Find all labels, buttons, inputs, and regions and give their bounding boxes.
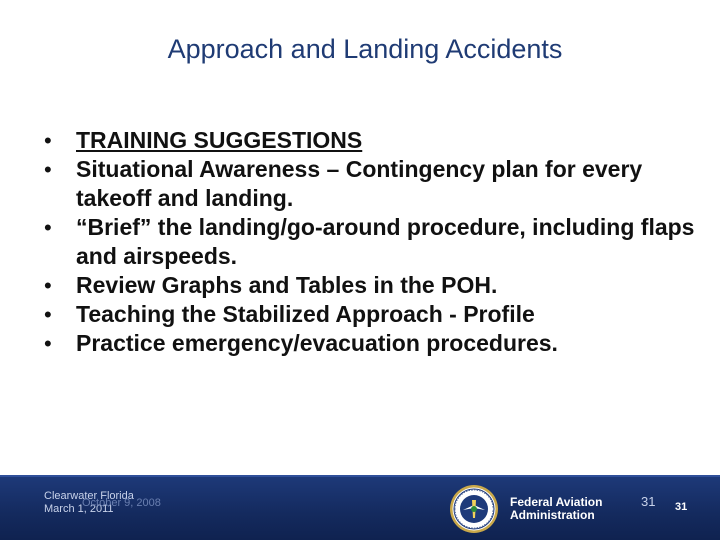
page-number: 31 — [675, 501, 688, 513]
faa-name — [510, 496, 602, 522]
bullet-text: TRAINING SUGGESTIONS — [76, 127, 363, 153]
footer-ghost-date: October 9, 2008 — [82, 497, 161, 509]
bullet-text: “Brief” the landing/go-around procedure, including flaps and airspeeds. — [76, 214, 695, 269]
bullet-item — [44, 213, 704, 271]
footer-date: March 1, 2011 — [44, 503, 114, 515]
bullet-text: Teaching the Stabilized Approach - Profile — [76, 301, 535, 327]
footer-divider — [0, 475, 720, 477]
bullet-dot: • — [44, 157, 52, 182]
bullet-dot: • — [44, 273, 52, 298]
bullet-dot: • — [44, 215, 52, 240]
bullet-text: Review Graphs and Tables in the POH. — [76, 272, 498, 298]
slide-title: Approach and Landing Accidents — [167, 34, 563, 64]
faa-name-line2: Administration — [510, 508, 595, 522]
faa-seal-icon — [449, 484, 499, 534]
bullet-item — [44, 126, 704, 155]
bullet-item — [44, 271, 704, 300]
bullet-item — [44, 155, 704, 213]
bullet-item — [44, 300, 704, 329]
bullet-dot: • — [44, 302, 52, 327]
faa-name-line1: Federal Aviation — [510, 495, 603, 509]
bullet-list — [44, 126, 704, 358]
bullet-dot: • — [44, 128, 52, 153]
page-number-ghost: 31 — [641, 494, 656, 509]
footer-location-date — [44, 490, 161, 516]
bullet-text: Practice emergency/evacuation procedures. — [76, 330, 558, 356]
footer-location: Clearwater Florida — [44, 490, 134, 502]
bullet-text: Situational Awareness – Contingency plan for every takeoff and landing. — [76, 156, 643, 211]
bullet-item — [44, 329, 704, 358]
bullet-dot: • — [44, 331, 52, 356]
